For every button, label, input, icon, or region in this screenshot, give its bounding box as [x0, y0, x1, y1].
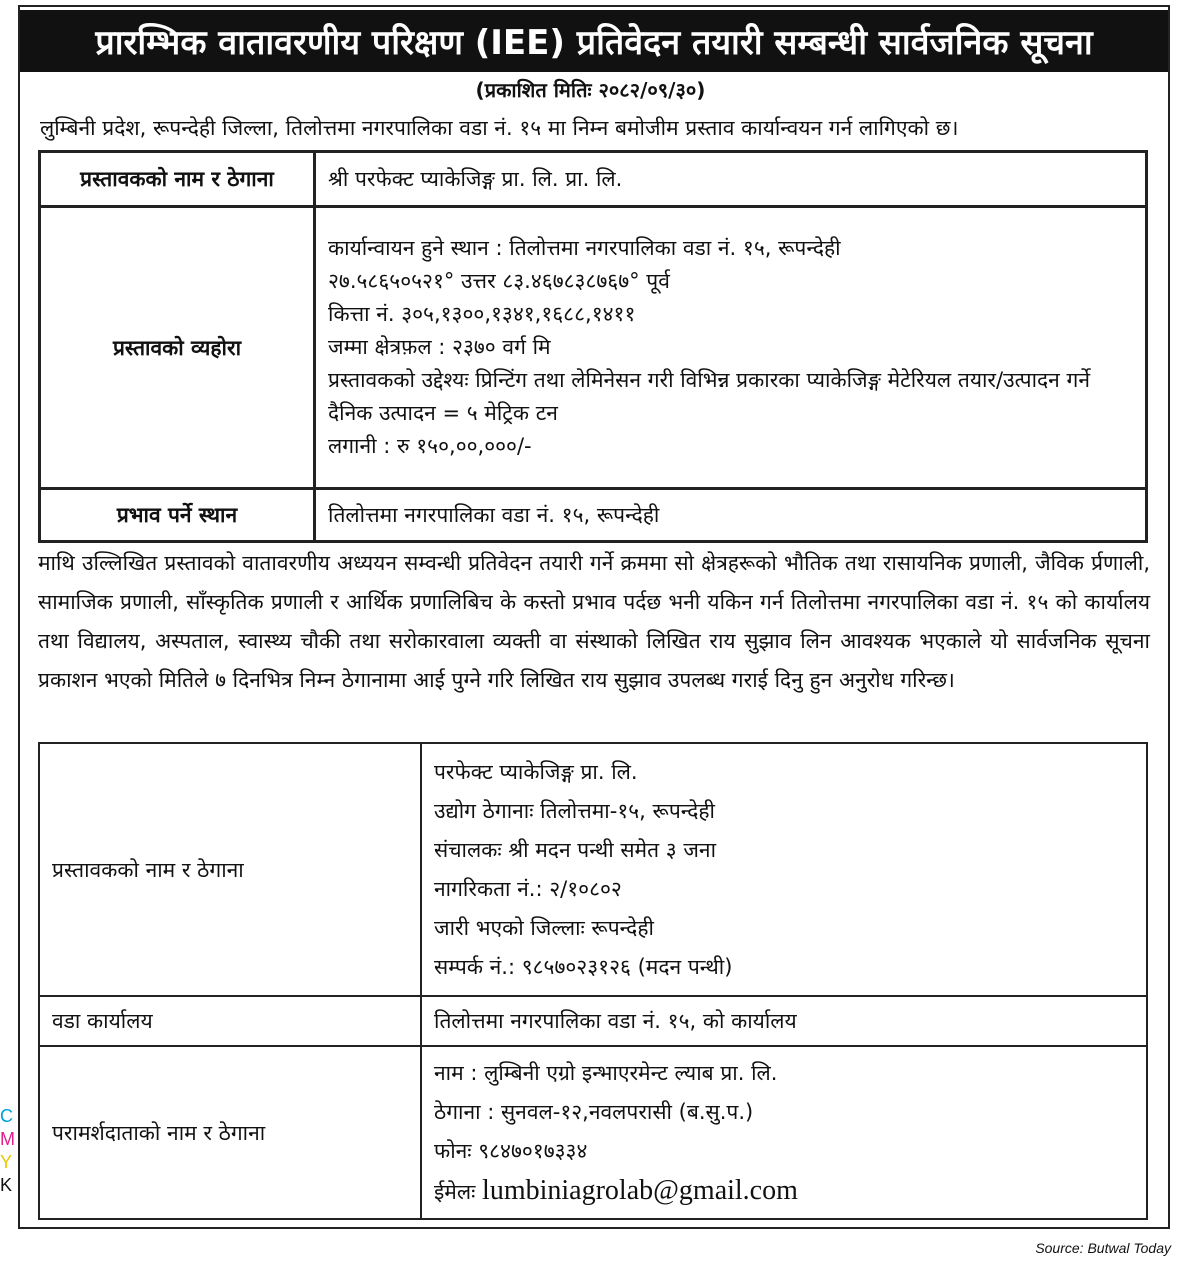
cmyk-c: C: [0, 1106, 13, 1126]
table-row: [40, 489, 1147, 542]
row-value: लगानी : रु १५०,००,०००/-: [328, 434, 532, 458]
row-value: फोनः ९८४७०१७३३४: [434, 1138, 588, 1163]
row-value: सम्पर्क नं.: ९८५७०२३१२६ (मदन पन्थी): [434, 954, 733, 979]
proposal-table: [38, 150, 1148, 543]
row-value: जम्मा क्षेत्रफ़ल : २३७० वर्ग मि: [328, 335, 551, 359]
table-row: [39, 743, 1147, 996]
row-value: तिलोत्तमा नगरपालिका वडा नं. १५, रूपन्देही: [328, 502, 660, 527]
row-value: २७.५८६५०५२१° उत्तर ८३.४६७८३८७६७° पूर्व: [328, 269, 670, 293]
row-value: श्री परफेक्ट प्याकेजिङ्ग प्रा. लि. प्रा. लि.: [328, 166, 623, 191]
row-label: प्रभाव पर्ने स्थान: [40, 489, 315, 542]
row-label: परामर्शदाताको नाम र ठेगाना: [39, 1046, 421, 1219]
row-value: परफेक्ट प्याकेजिङ्ग प्रा. लि.: [434, 759, 638, 784]
email-label: ईमेलः: [434, 1179, 476, 1204]
row-value: नाम : लुम्बिनी एग्रो इन्भाएरमेन्ट ल्याब प्रा. लि.: [434, 1060, 778, 1085]
print-color-marks: [0, 1105, 15, 1197]
row-value: दैनिक उत्पादन = ५ मेट्रिक टन: [328, 401, 558, 425]
row-value: तिलोत्तमा नगरपालिका वडा नं. १५, को कार्यालय: [434, 1008, 797, 1033]
row-value: संचालकः श्री मदन पन्थी समेत ३ जना: [434, 837, 717, 862]
row-value: कार्यान्वायन हुने स्थान : तिलोत्तमा नगरपालिका वडा नं. १५, रूपन्देही: [328, 236, 841, 260]
source-credit: Source: Butwal Today: [1035, 1240, 1171, 1256]
table-row: [40, 207, 1147, 489]
notice-title: प्रारम्भिक वातावरणीय परिक्षण (IEE) प्रतिवेदन तयारी सम्बन्धी सार्वजनिक सूचना: [20, 10, 1168, 72]
row-value: कित्ता नं. ३०५,१३००,१३४१,१६८८,१४११: [328, 302, 636, 326]
publish-date: (प्रकाशित मितिः २०८२/०९/३०): [475, 78, 706, 102]
email-link[interactable]: lumbiniagrolab@gmail.com: [482, 1174, 798, 1206]
row-value: ठेगाना : सुनवल-१२,नवलपरासी (ब.सु.प.): [434, 1099, 754, 1124]
intro-text: लुम्बिनी प्रदेश, रूपन्देही जिल्ला, तिलोत्तमा नगरपालिका वडा नं. १५ मा निम्न बमोजीम प्रस्ताव कार्यान्वयन गर्न लागिएको छ।: [40, 116, 959, 140]
row-value: उद्योग ठेगानाः तिलोत्तमा-१५, रूपन्देही: [434, 798, 715, 823]
row-label: प्रस्तावकको नाम र ठेगाना: [40, 152, 315, 207]
row-label: प्रस्तावकको नाम र ठेगाना: [39, 743, 421, 996]
row-value: प्रस्तावकको उद्देश्यः प्रिन्टिंग तथा लेमिनेसन गरी विभिन्न प्रकारका प्याकेजिङ्ग मेटेरियल तयार/उत्पादन गर्ने: [328, 368, 1090, 392]
cmyk-k: K: [0, 1175, 13, 1195]
row-label: प्रस्तावको व्यहोरा: [40, 207, 315, 489]
cmyk-m: M: [0, 1129, 15, 1149]
table-row: [39, 996, 1147, 1046]
cmyk-y: Y: [0, 1152, 13, 1172]
body-paragraph: माथि उल्लिखित प्रस्तावको वातावरणीय अध्ययन सम्वन्धी प्रतिवेदन तयारी गर्ने क्रममा सो क्षेत्रहरूको भौतिक तथा रासायनिक प्रणाली, जैविक र्प्रणाली, सामाजिक प्रणाली, साँस्कृतिक प्रणाली र आर्थिक प्रणालिबिच के कस्तो प्रभाव पर्दछ भनी यकिन गर्न तिलोत्तमा नगरपालिका वडा नं. १५ को कार्यालय तथा विद्यालय, अस्पताल, स्वास्थ्य चौकी तथा सरोकारवाला व्यक्ती वा संस्थाको लिखित राय सुझाव लिन आवश्यक भएकाले यो सार्वजनिक सूचना प्रकाशन भएको मितिले ७ दिनभित्र निम्न ठेगानामा आई पुग्ने गरि लिखित राय सुझाव उपलब्ध गराई दिनु हुन अनुरोध गरिन्छ।: [38, 551, 1150, 692]
table-row: [39, 1046, 1147, 1219]
row-value: नागरिकता नं.: २/१०८०२: [434, 876, 622, 901]
table-row: [40, 152, 1147, 207]
row-value: जारी भएको जिल्लाः रूपन्देही: [434, 915, 654, 940]
row-label: वडा कार्यालय: [39, 996, 421, 1046]
contact-table: [38, 742, 1148, 1220]
